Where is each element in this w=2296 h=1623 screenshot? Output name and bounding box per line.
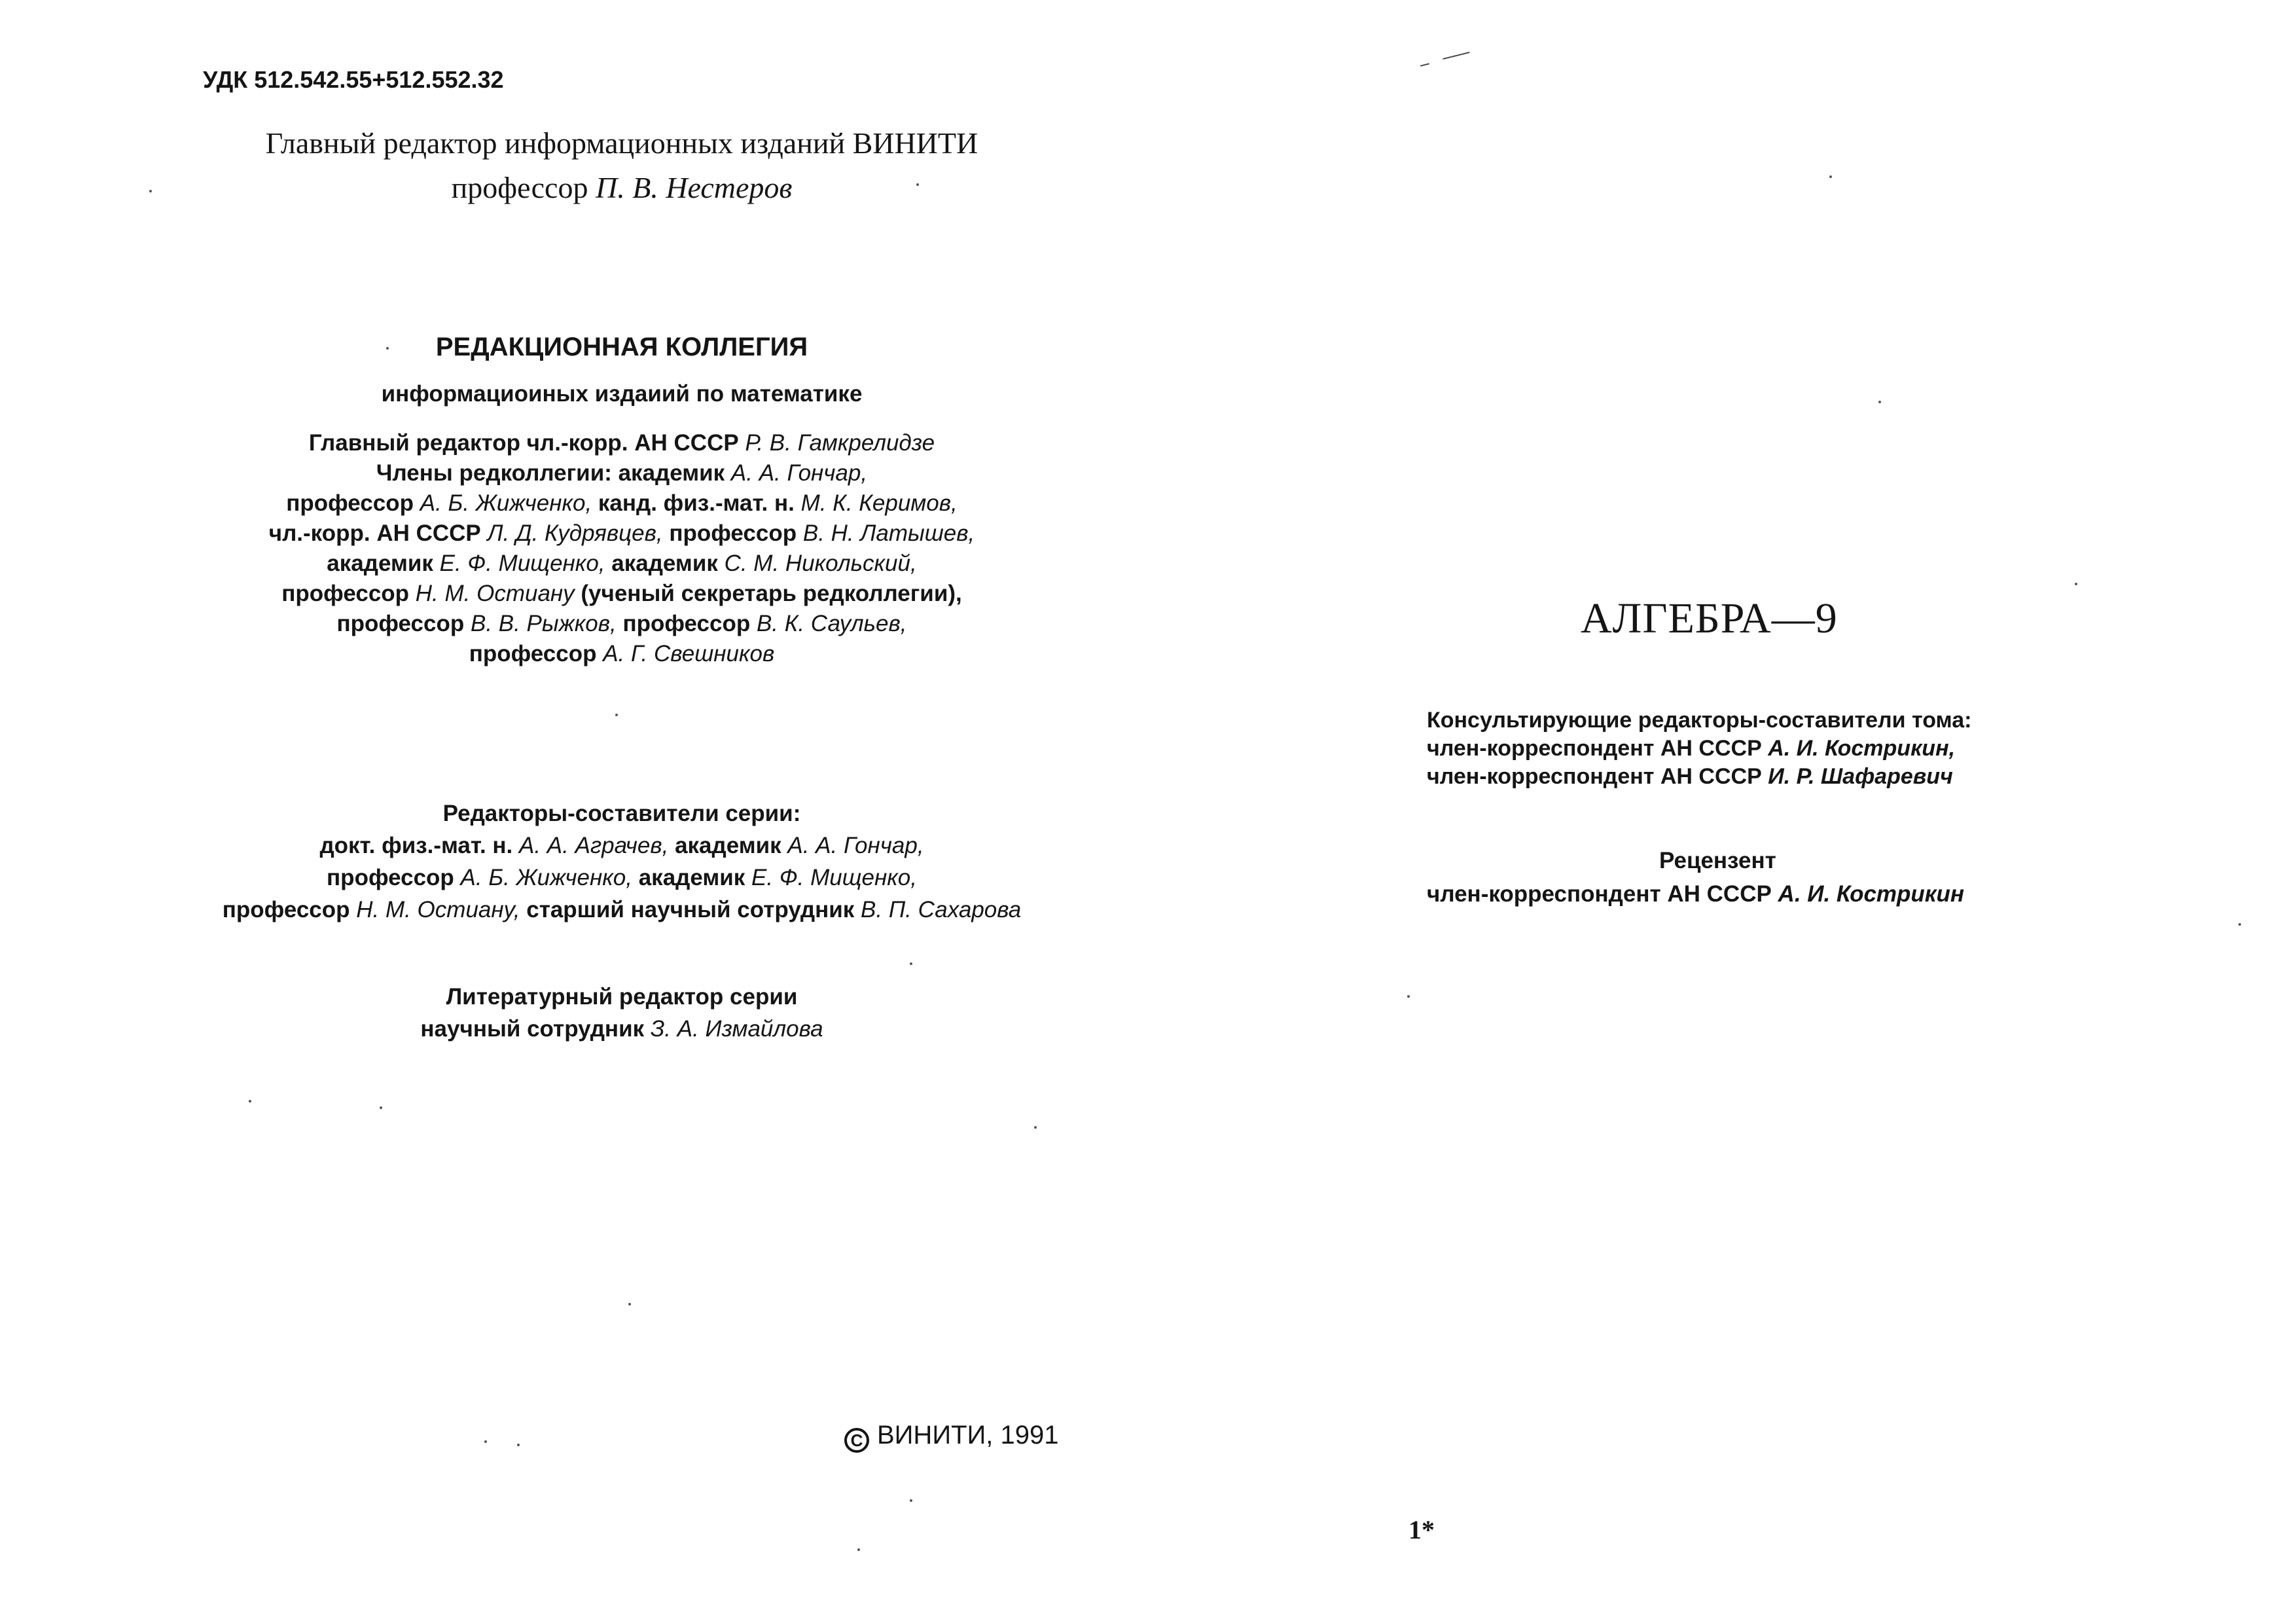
consulting-editor-line: член-корреспондент АН СССР И. Р. Шафаревич (1427, 764, 1953, 789)
chief-editor-title: профессор (451, 171, 596, 204)
scan-speck (249, 1100, 251, 1103)
editorial-board-title: РЕДАКЦИОННАЯ КОЛЛЕГИЯ (435, 333, 808, 361)
board-member-line: профессор Н. М. Остиану (ученый секретарь редколлегии), (281, 581, 962, 606)
scan-mark (1420, 63, 1429, 66)
chief-editor-name: П. В. Нестеров (595, 171, 793, 204)
consulting-editor-line: член-корреспондент АН СССР А. И. Кострикин, (1427, 736, 1956, 761)
series-editor-line: профессор Н. М. Остиану, старший научный сотрудник В. П. Сахарова (222, 897, 1022, 922)
copyright-text: ВИНИТИ, 1991 (877, 1421, 1059, 1450)
editorial-board-subtitle: информациоиных издаиий по математике (381, 381, 863, 407)
right-page (1148, 0, 2296, 1623)
series-editors-block (131, 802, 1113, 930)
scan-mark (1443, 52, 1469, 60)
scan-speck (1878, 401, 1881, 403)
chief-editor-line: Главный редактор информационных изданий ВИНИТИ (265, 126, 978, 160)
series-editor-line: профессор А. Б. Жижченко, академик Е. Ф. Мищенко, (327, 865, 917, 890)
board-member-line: профессор А. Б. Жижченко, канд. физ.-мат. н. М. К. Керимов, (286, 490, 958, 516)
reviewer-title: Рецензент (1659, 848, 1776, 873)
board-member-line: профессор В. В. Рыжков, профессор В. К. Саульев, (336, 611, 907, 636)
scan-speck (910, 962, 912, 965)
chief-editor-name-line (196, 173, 1047, 203)
scan-speck (386, 347, 389, 350)
book-title: АЛГЕБРА—9 (1581, 594, 1838, 642)
scan-speck (857, 1548, 860, 1551)
scan-speck (1407, 995, 1410, 998)
scan-speck (149, 190, 152, 192)
editorial-board-block (164, 334, 1080, 672)
literary-editor-title: Литературный редактор серии (446, 984, 798, 1010)
scan-speck (1829, 175, 1832, 178)
scan-speck (2075, 583, 2077, 585)
consulting-editors-block (1427, 709, 2016, 793)
consulting-editors-title: Консультирующие редакторы-составители тома: (1427, 708, 1972, 733)
board-member-line: чл.-корр. АН СССР Л. Д. Кудрявцев, профессор В. Н. Латышев, (268, 520, 975, 546)
series-editors-title: Редакторы-составители серии: (442, 801, 801, 826)
scan-speck (484, 1440, 487, 1443)
udk-code: УДК 512.542.55+512.552.32 (203, 66, 504, 93)
literary-editor-line: научный сотрудник З. А. Измайлова (420, 1016, 823, 1042)
scan-speck (517, 1444, 520, 1446)
board-member-line: профессор А. Г. Свешников (469, 641, 775, 666)
board-member-line: академик Е. Ф. Мищенко, академик С. М. Никольский, (327, 551, 917, 576)
scan-speck (615, 714, 618, 716)
literary-editor-block (229, 985, 1014, 1049)
board-member-line: Члены редколлегии: академик А. А. Гончар, (376, 460, 868, 486)
scan-speck (916, 183, 919, 186)
series-editor-line: докт. физ.-мат. н. А. А. Аграчев, академик А. А. Гончар, (319, 833, 924, 858)
scan-speck (380, 1106, 382, 1109)
copyright-line (844, 1422, 1058, 1453)
copyright-icon: C (844, 1428, 869, 1453)
scan-speck (910, 1499, 912, 1502)
scan-speck (1034, 1126, 1037, 1129)
scan-speck (2238, 923, 2241, 926)
scan-speck (628, 1303, 631, 1305)
reviewer-line: член-корреспондент АН СССР А. И. Кострикин (1427, 881, 1965, 907)
chief-editor-block (196, 128, 1047, 217)
signature-mark: 1* (1408, 1515, 1435, 1544)
board-member-line: Главный редактор чл.-корр. АН СССР Р. В. Гамкрелидзе (308, 430, 935, 456)
